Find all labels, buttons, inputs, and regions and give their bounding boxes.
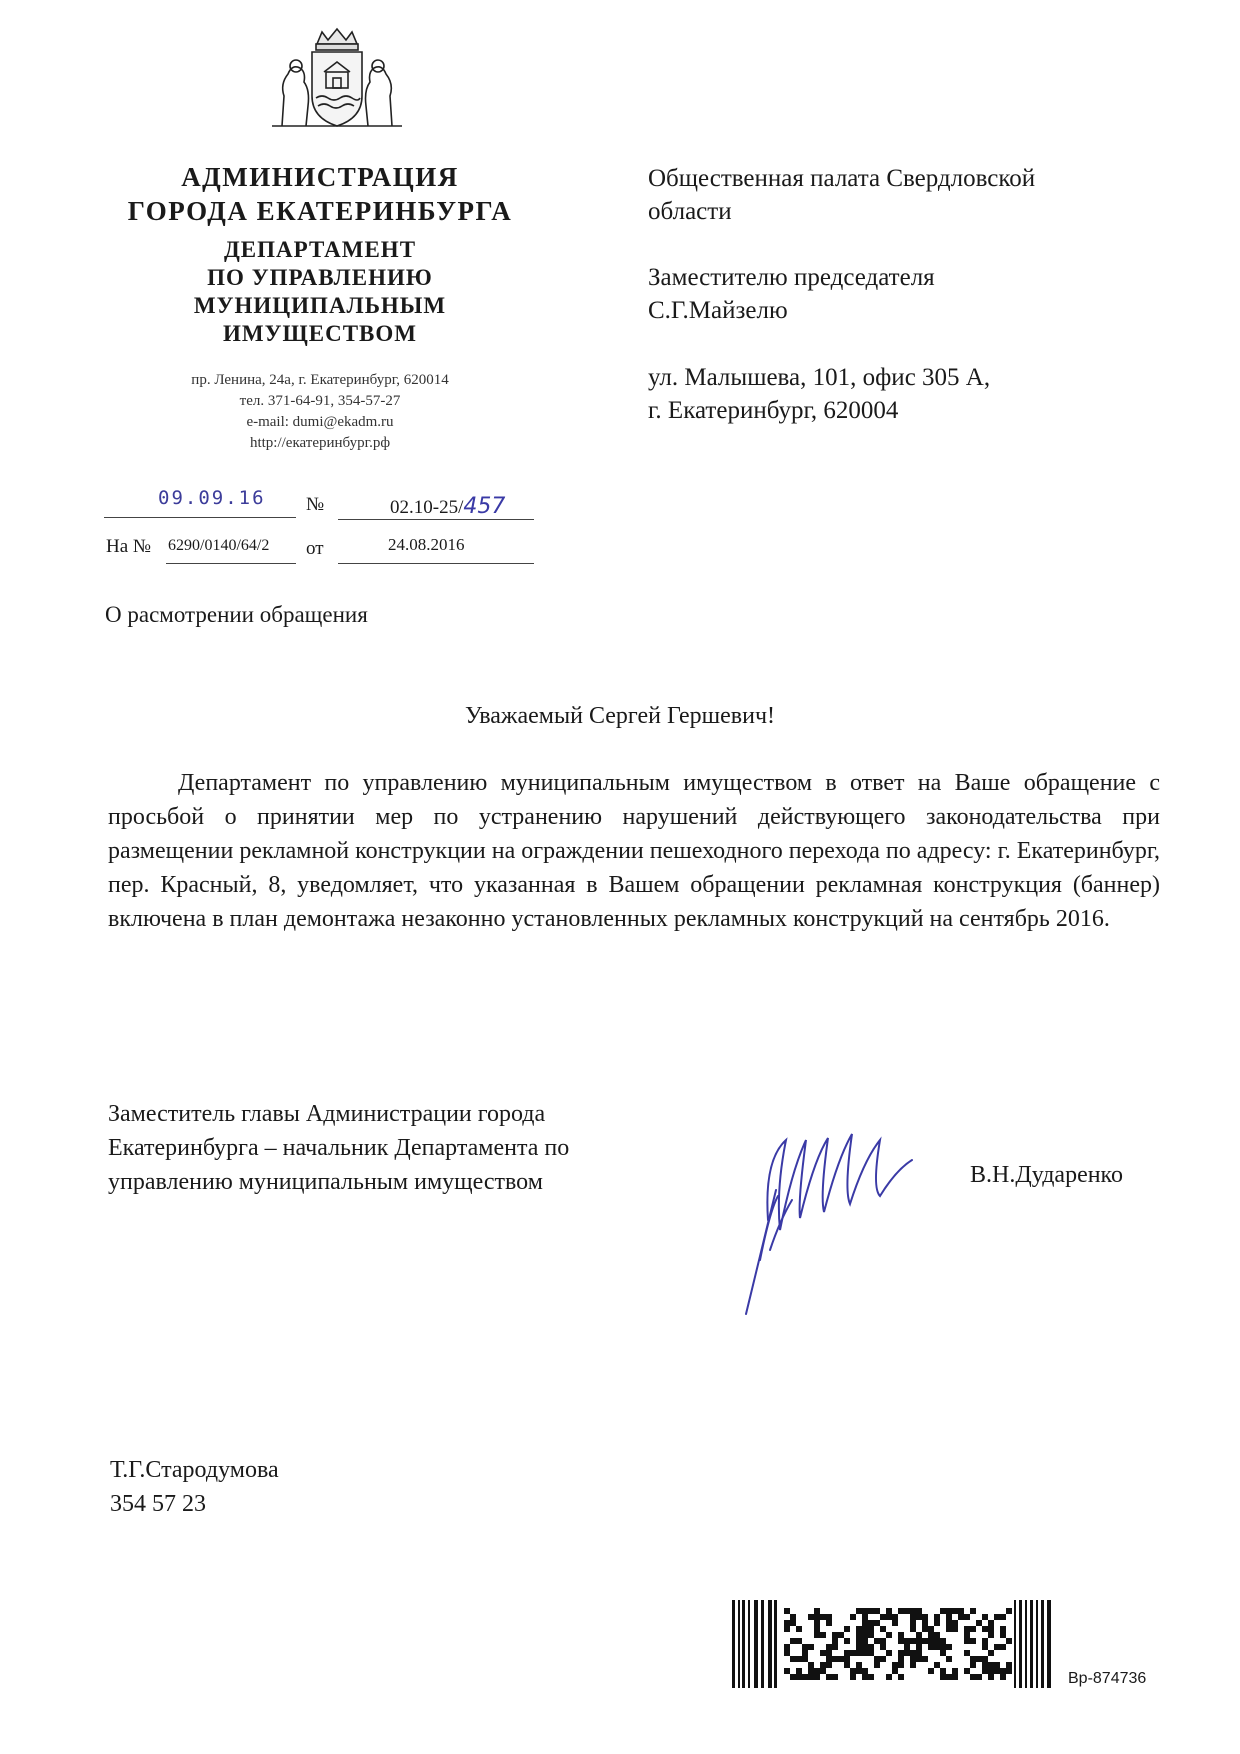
addressee-position: Заместителю председателя [648,264,935,291]
contact-email: e-mail: dumi@ekadm.ru [246,414,394,430]
reply-date: 24.08.2016 [388,535,465,554]
org-name-line2: ГОРОДА ЕКАТЕРИНБУРГА [127,196,513,226]
signatory-name: В.Н.Дударенко [970,1162,1123,1188]
letter-greeting: Уважаемый Сергей Гершевич! [464,703,776,729]
letter-subject: О расмотрении обращения [105,602,368,627]
dept-name-line1: ДЕПАРТАМЕНТ [223,237,417,262]
signatory-title-line3: управлению муниципальным имуществом [108,1169,543,1195]
handwritten-signature [740,1100,970,1320]
executor-phone: 354 57 23 [110,1491,206,1517]
reply-to-label: На № [106,536,152,557]
registration-date: 09.09.16 [158,487,266,509]
registration-number-label: № [306,494,325,515]
signatory-title-line1: Заместитель главы Администрации города [108,1101,546,1127]
signatory-title [108,1097,708,1199]
addressee-org-line1: Общественная палата Свердловской [648,165,1036,192]
barcode-icon [732,1600,1052,1688]
executor-info [110,1453,279,1521]
reply-to-number: 6290/0140/64/2 [168,537,270,554]
executor-name: Т.Г.Стародумова [110,1457,279,1483]
contact-phone: тел. 371-64-91, 354-57-27 [239,393,401,409]
contact-address: пр. Ленина, 24а, г. Екатеринбург, 620014 [191,372,449,388]
contact-website: http://екатеринбург.рф [249,435,391,451]
addressee-street: ул. Малышева, 101, офис 305 А, [648,364,991,391]
document-code: Вр-874736 [1068,1670,1147,1687]
addressee-name: С.Г.Майзелю [648,297,788,324]
reply-date-line [338,563,534,564]
dept-name-line4: ИМУЩЕСТВОМ [223,321,417,346]
dept-name-line3: МУНИЦИПАЛЬНЫМ [193,293,447,318]
reply-to-number-line [166,563,296,564]
reply-date-label: от [306,538,324,559]
addressee-org-line2: области [648,198,732,225]
registration-number-printed: 02.10-25/ [390,497,464,518]
registration-number [390,494,505,519]
coat-of-arms-icon [262,26,412,130]
org-name-line1: АДМИНИСТРАЦИЯ [181,162,459,192]
registration-date-line [104,517,296,518]
letter-body: Департамент по управлению муниципальным имуществом в ответ на Ваше обращение с просьбой о принятии мер по устранению нарушений действующего законодательства при размещении рекламной конструкции на ограждении пешеходного перехода по адресу: г. Екатеринбург, пер. Красный, 8, уведомляет, что указанная в Вашем обращении рекламная конструкция (баннер) включена в план демонтажа незаконно установленных рекламных конструкций на сентябрь 2016. [108,770,1160,932]
registration-number-handwritten: 457 [463,494,506,519]
dept-name-line2: ПО УПРАВЛЕНИЮ [207,265,433,290]
registration-number-line [338,519,534,520]
addressee-city: г. Екатеринбург, 620004 [648,397,899,424]
signatory-title-line2: Екатеринбурга – начальник Департамента по [108,1135,570,1161]
